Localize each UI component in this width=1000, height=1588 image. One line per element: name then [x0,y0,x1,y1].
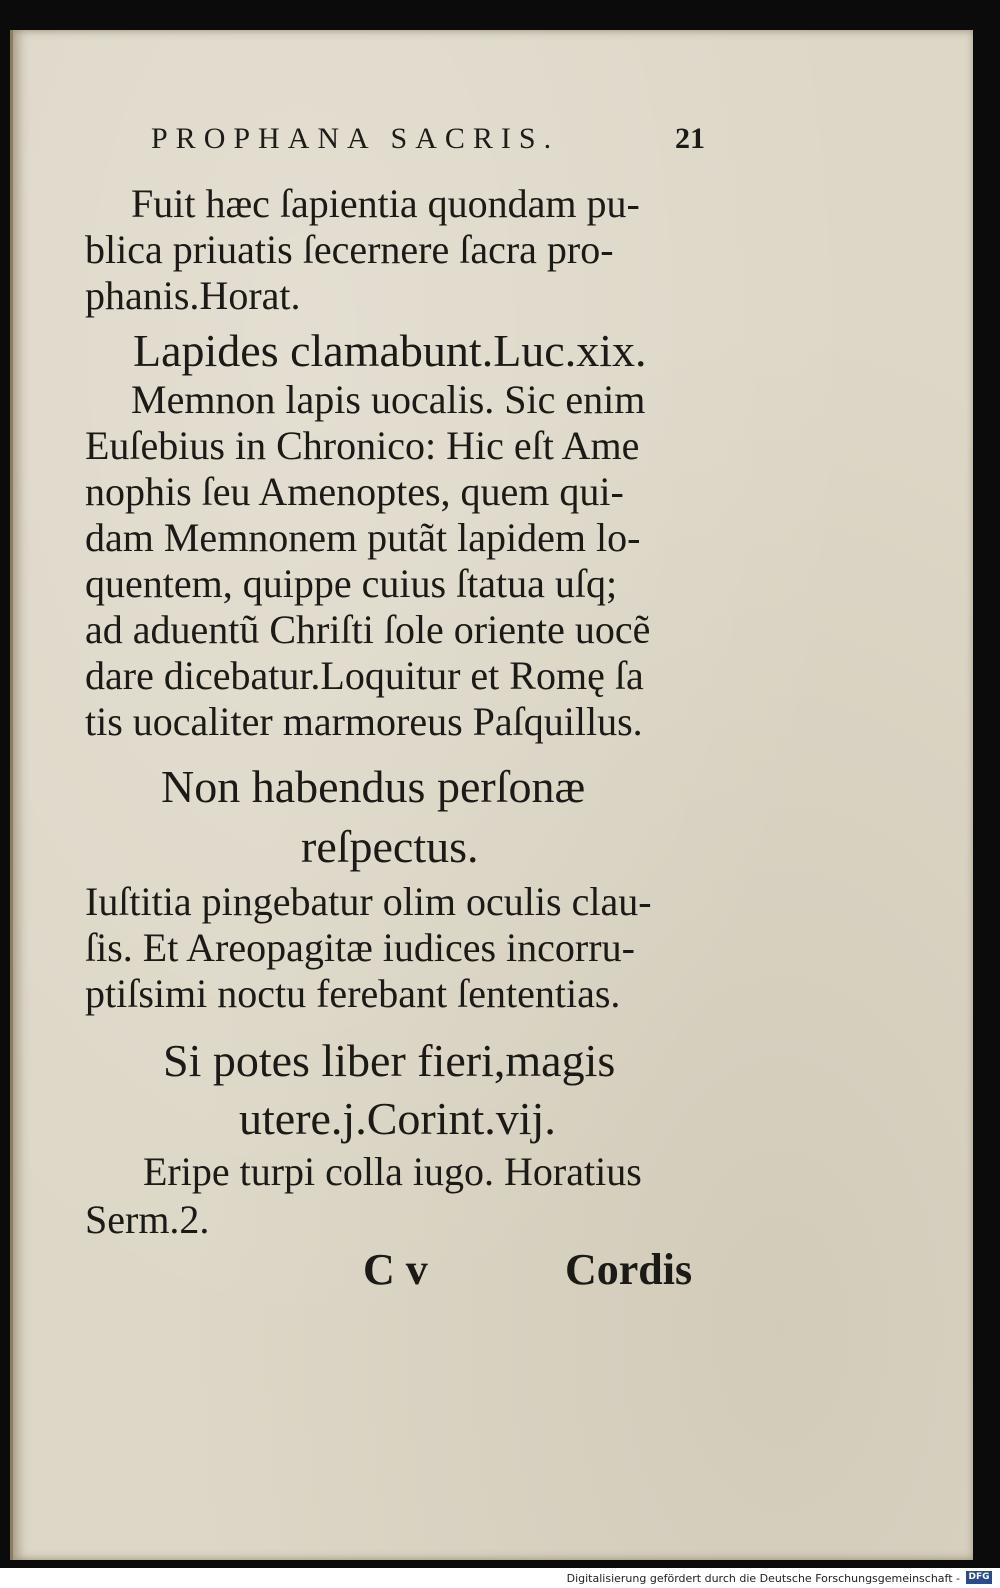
text-line: dare dicebatur.Loquitur et Romę ſa [85,653,644,698]
text-line: ptiſsimi noctu ferebant ſententias. [85,971,621,1016]
text-line: nophis ſeu Amenoptes, quem qui- [85,469,624,514]
catchword: Cordis [565,1245,693,1294]
text-line: ſis. Et Areopagitæ iudices incorru- [85,925,635,970]
text-line: dam Memnonem putãt lapidem lo- [85,515,641,560]
text-line: Memnon lapis uocalis. Sic enim [131,377,646,422]
text-line: Iuſtitia pingebatur olim oculis clau- [85,879,652,924]
text-line: Euſebius in Chronico: Hic eſt Ame [85,423,640,468]
text-line: ad aduentũ Chriſti ſole oriente uocẽ [85,607,651,652]
section-heading: Lapides clamabunt.Luc.xix. [133,325,647,376]
book-page [10,30,973,1560]
running-head: PROPHANA SACRIS. [151,122,560,155]
signature-mark: C v [363,1245,428,1294]
section-heading: utere.j.Corint.vij. [239,1093,556,1144]
section-heading: Si potes liber fieri,magis [163,1035,616,1086]
section-heading: Non habendus perſonæ [161,761,586,812]
text-line: tis uocaliter marmoreus Paſquillus. [85,699,643,744]
text-line: Fuit hæc ſapientia quondam pu- [131,181,640,226]
section-heading: reſpectus. [301,821,479,872]
text-line: Eripe turpi colla iugo. Horatius [143,1149,642,1194]
folio-number: 21 [675,122,705,155]
text-line: phanis.Horat. [85,273,301,318]
dfg-logo: DFG [966,1571,992,1584]
text-line: quentem, quippe cuius ſtatua uſq; [85,561,618,606]
footer-credit: Digitalisierung gefördert durch die Deutsche Forschungsgemeinschaft - [566,1572,960,1585]
text-line: blica priuatis ſecernere ſacra pro- [85,227,614,272]
text-line: Serm.2. [85,1197,210,1242]
